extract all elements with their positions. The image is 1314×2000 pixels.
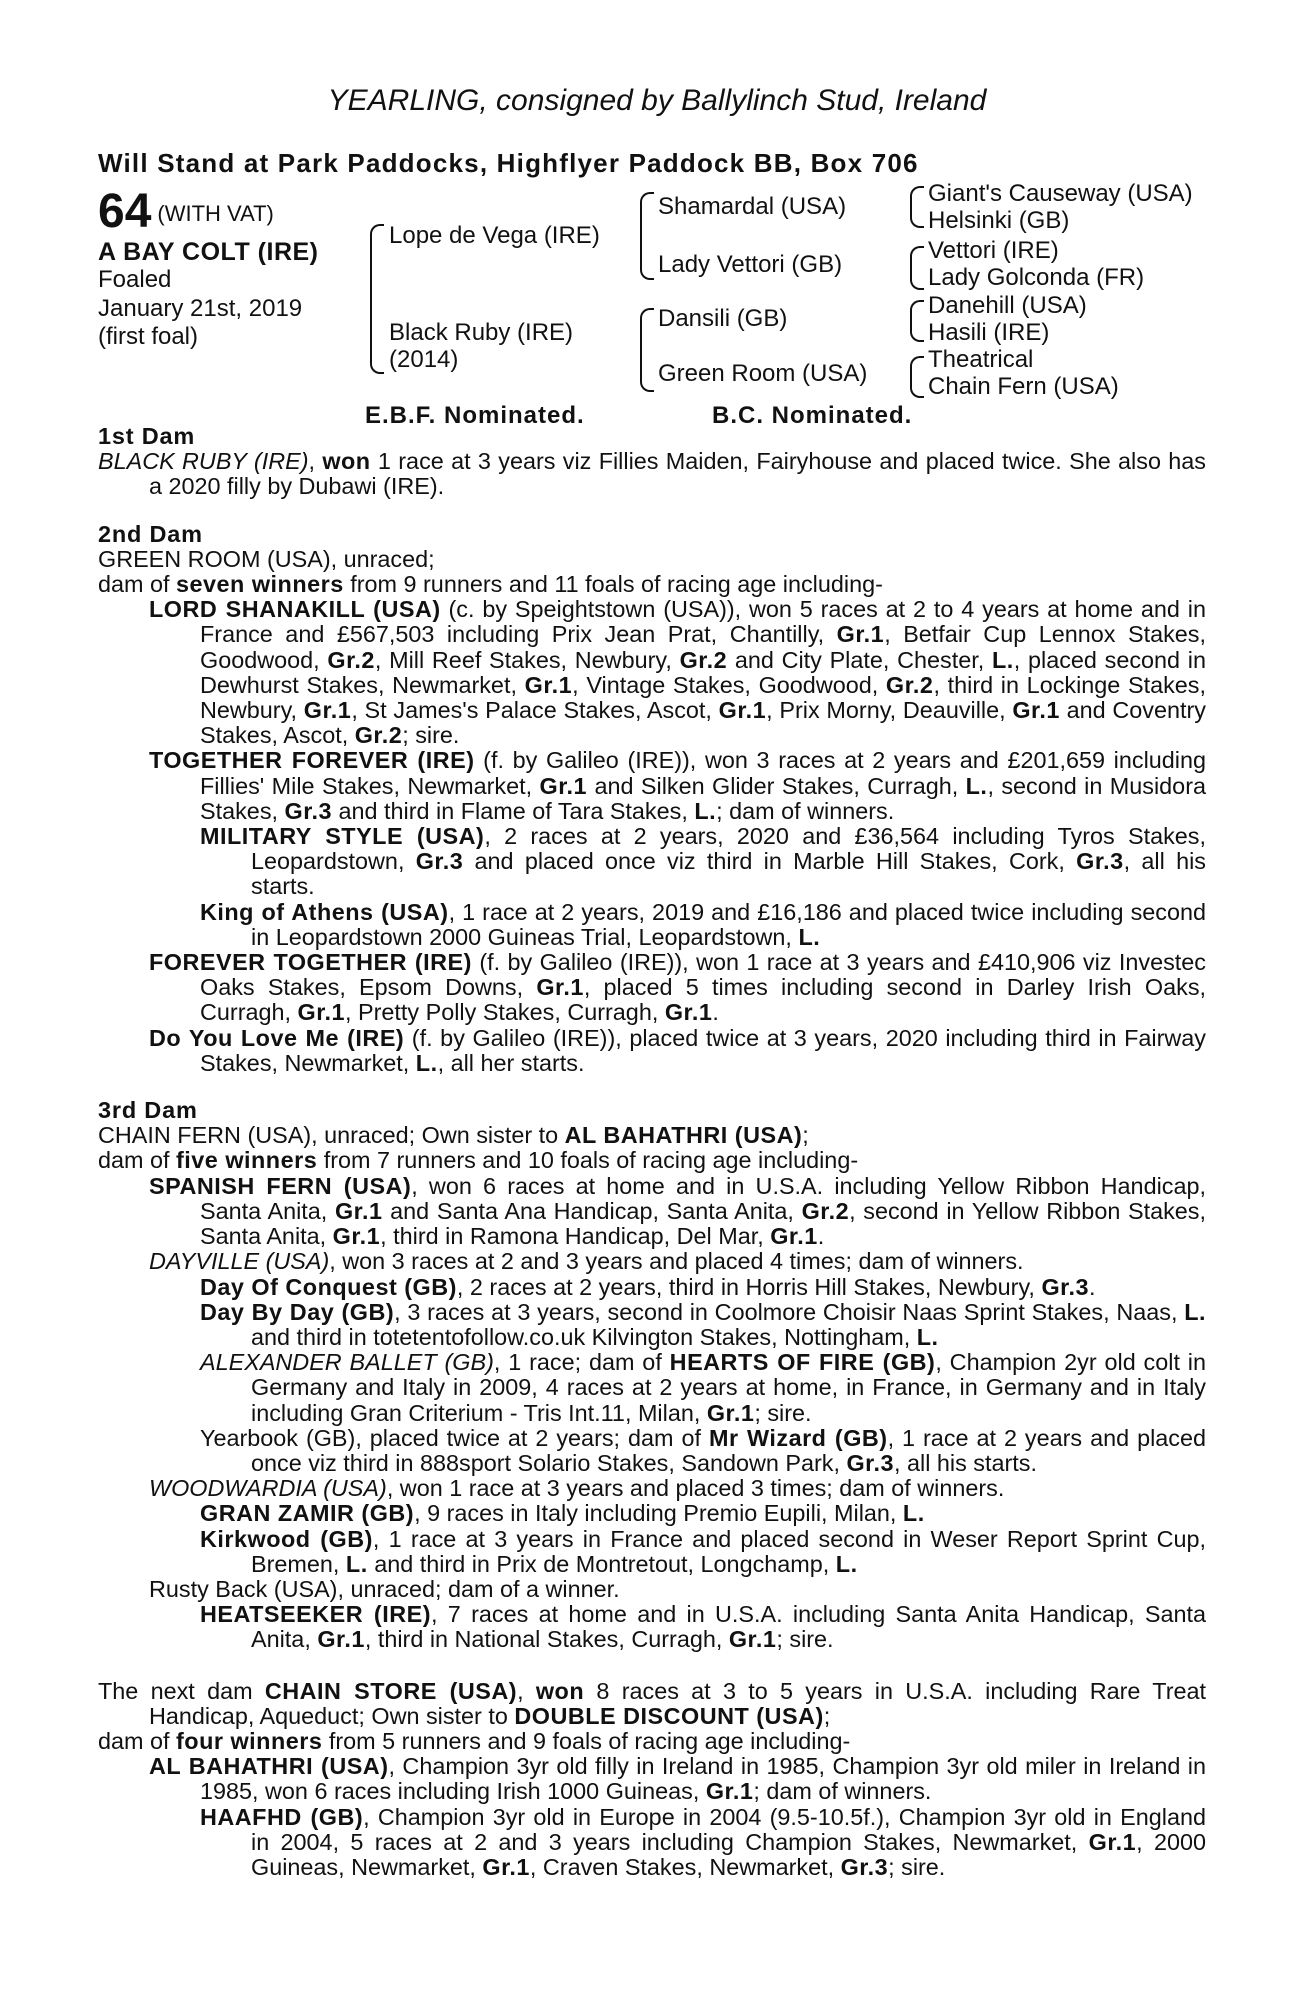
entry-text: , all her starts. [437, 1049, 585, 1076]
horse-name: HEARTS OF FIRE (GB) [669, 1349, 936, 1376]
bc-nominated: B.C. Nominated. [712, 402, 913, 429]
progeny-entry [98, 1476, 1206, 1501]
grade: Gr.1 [539, 772, 588, 799]
entry-text: . [1088, 1273, 1096, 1300]
grade: Gr.1 [706, 1399, 755, 1426]
pedigree-bracket-dam [640, 308, 654, 392]
pedigree-dam-dam: Green Room (USA) [658, 360, 868, 387]
third-dam-heading: 3rd Dam [98, 1097, 198, 1124]
progeny-entry [98, 1350, 1206, 1426]
won-label: won [535, 1677, 585, 1704]
horse-name: MILITARY STYLE (USA) [200, 823, 485, 850]
progeny-entry [98, 1026, 1206, 1076]
horse-name: WOODWARDIA (USA) [149, 1475, 387, 1502]
grade: L. [965, 772, 988, 799]
grade: Gr.3 [284, 797, 333, 824]
pedigree-ssd: Helsinki (GB) [928, 207, 1070, 234]
entry-text: , all his starts. [251, 848, 1206, 900]
entry-text: 1 race at 3 years viz Fillies Maiden, Fairyhouse and placed twice. She also has a 2020 filly by Dubawi (IRE). [149, 448, 1206, 500]
lot-name: A BAY COLT (IRE) [98, 238, 319, 266]
dam-name: BLACK RUBY (IRE) [98, 448, 309, 475]
pedigree-sds: Vettori (IRE) [928, 237, 1059, 264]
first-dam-heading: 1st Dam [98, 423, 196, 449]
pedigree-bracket-sd [910, 246, 924, 290]
pedigree-sss: Giant's Causeway (USA) [928, 180, 1193, 207]
grade: Gr.2 [801, 1197, 850, 1224]
pedigree-bracket-dd [910, 356, 924, 398]
entry-text: , won 3 races at 2 and 3 years and placed 4 times; dam of winners. [329, 1248, 1024, 1275]
entry-text: , placed second in Dewhurst Stakes, Newmarket, [200, 646, 1207, 698]
entry-text: (c. by Speightstown (USA)), won 5 races at 2 to 4 years at home and in France and £567,503 including Prix Jean Prat, Chantilly, [200, 596, 1206, 648]
entry-text: , all his starts. [894, 1449, 1037, 1476]
entry-text: , Pretty Polly Stakes, Curragh, [345, 999, 665, 1026]
catalogue-body [98, 424, 1206, 1880]
grade: Gr.1 [317, 1626, 365, 1653]
entry-text: . [817, 1223, 825, 1250]
entry-text: , won 1 race at 3 years and placed 3 times; dam of winners. [386, 1475, 1005, 1502]
horse-name: LORD SHANAKILL (USA) [149, 596, 441, 623]
entry-text: CHAIN FERN (USA), unraced; Own sister to [98, 1122, 565, 1149]
progeny-entry [98, 1249, 1206, 1274]
entry-text: and third in totetentofollow.co.uk Kilvington Stakes, Nottingham, [251, 1323, 917, 1350]
entry-text: , Mill Reef Stakes, Newbury, [374, 646, 680, 673]
progeny-entry [98, 1426, 1206, 1476]
entry-text: , 2 races at 2 years, 2020 and £36,564 including Tyros Stakes, Leopardstown, [251, 823, 1206, 875]
horse-name: GRAN ZAMIR (GB) [200, 1500, 415, 1527]
pedigree-bracket-sire [640, 192, 654, 280]
progeny-entry: Rusty Back (USA), unraced; dam of a winner. [149, 1575, 620, 1602]
grade: Gr.2 [354, 722, 403, 749]
entry-text: , placed 5 times including second in Darley Irish Oaks, Curragh, [200, 974, 1207, 1026]
entry-text: and Coventry Stakes, Ascot, [200, 697, 1206, 749]
entry-text: ; sire. [754, 1399, 812, 1426]
second-dam-line: GREEN ROOM (USA), unraced; [98, 545, 435, 572]
entry-text: , [517, 1677, 536, 1704]
horse-name: AL BAHATHRI (USA) [564, 1122, 803, 1149]
entry-text: dam of [98, 571, 177, 598]
progeny-entry [98, 748, 1206, 824]
grade: Gr.2 [885, 671, 934, 698]
grade: Gr.3 [415, 848, 464, 875]
entry-text: (f. by Galileo (IRE)), won 3 races at 2 years and £201,659 including Fillies' Mile Stakes, Newmarket, [200, 747, 1206, 799]
progeny-entry [98, 900, 1206, 950]
pedigree-dds: Theatrical [928, 346, 1034, 373]
horse-name: HEATSEEKER (IRE) [200, 1601, 431, 1628]
horse-name: SPANISH FERN (USA) [149, 1172, 412, 1199]
entry-text: , 7 races at home and in U.S.A. including Santa Anita Handicap, Santa Anita, [251, 1601, 1206, 1653]
entry-text: , 1 race at 2 years and placed once viz third in 888sport Solario Stakes, Sandown Park, [251, 1424, 1206, 1476]
entry-text: , 1 race at 3 years in France and placed second in Weser Report Sprint Cup, Bremen, [251, 1525, 1206, 1577]
entry-text: , second in Musidora Stakes, [200, 772, 1206, 824]
vat-note: (WITH VAT) [157, 201, 274, 227]
grade: Gr.1 [297, 999, 346, 1026]
horse-name: ALEXANDER BALLET (GB) [200, 1349, 494, 1376]
entry-text: . [712, 999, 719, 1026]
ebf-nominated: E.B.F. Nominated. [365, 402, 585, 429]
entry-text: , third in Ramona Handicap, Del Mar, [380, 1223, 771, 1250]
third-dam-line [98, 1123, 1206, 1148]
pedigree-sire: Lope de Vega (IRE) [389, 222, 600, 249]
progeny-entry [98, 1300, 1206, 1350]
grade: L. [798, 923, 821, 950]
horse-name: Kirkwood (GB) [200, 1525, 373, 1552]
grade: L. [694, 797, 717, 824]
grade: L. [916, 1323, 939, 1350]
grade: Gr.1 [836, 621, 885, 648]
entry-text: Yearbook (GB), placed twice at 2 years; dam of [200, 1424, 709, 1451]
entry-text: , Champion 2yr old colt in Germany and Italy in 2009, 4 races at 2 years at home, in France, in Germany and in Italy including Gran Criterium - Tris Int.11, Milan, [251, 1349, 1207, 1426]
pedigree-dss: Danehill (USA) [928, 292, 1087, 319]
progeny-entry [98, 597, 1206, 748]
pedigree-dsd: Hasili (IRE) [928, 319, 1050, 346]
entry-text: , 1 race; dam of [493, 1349, 670, 1376]
entry-text: , Vintage Stakes, Goodwood, [572, 671, 886, 698]
entry-text: and Santa Ana Handicap, Santa Anita, [382, 1197, 802, 1224]
pedigree-dam-sire: Dansili (GB) [658, 305, 788, 332]
entry-text: , Craven Stakes, Newmarket, [529, 1853, 841, 1880]
pedigree-bracket-ds [910, 300, 924, 342]
lot-number-value: 64 [98, 185, 152, 238]
grade: L. [835, 1550, 858, 1577]
won-label: won [322, 448, 371, 475]
entry-text: , 2 races at 2 years, third in Horris Hill Stakes, Newbury, [456, 1273, 1042, 1300]
entry-text: , Champion 3yr old filly in Ireland in 1985, Champion 3yr old miler in Ireland in 1985, won 6 races including Irish 1000 Guineas, [200, 1753, 1207, 1805]
grade: Gr.3 [846, 1449, 894, 1476]
entry-text: , 9 races in Italy including Premio Eupili, Milan, [414, 1500, 903, 1527]
grade: Gr.1 [303, 697, 352, 724]
grade: L. [902, 1500, 925, 1527]
entry-text: ; sire. [402, 722, 460, 749]
catalogue-heading: YEARLING, consigned by Ballylinch Stud, Ireland [327, 84, 987, 117]
entry-text: , second in Yellow Ribbon Stakes, Santa Anita, [200, 1197, 1207, 1250]
grade: L. [415, 1049, 438, 1076]
foal-note: (first foal) [98, 323, 199, 350]
entry-text: dam of [98, 1727, 177, 1754]
entry-text: and placed once viz third in Marble Hill Stakes, Cork, [463, 848, 1077, 875]
entry-text: ; [802, 1122, 809, 1149]
second-dam-heading: 2nd Dam [98, 520, 203, 547]
foaled-date: January 21st, 2019 [98, 295, 303, 322]
entry-text: and City Plate, Chester, [727, 646, 992, 673]
pedigree-sire-sire: Shamardal (USA) [658, 193, 847, 220]
entry-text: The next dam [98, 1677, 265, 1704]
entry-text: ; [823, 1702, 831, 1729]
progeny-entry [98, 950, 1206, 1026]
horse-name: TOGETHER FOREVER (IRE) [149, 747, 475, 774]
grade: Gr.1 [536, 974, 584, 1001]
entry-text: , third in Lockinge Stakes, Newbury, [200, 671, 1207, 724]
horse-name: FOREVER TOGETHER (IRE) [149, 949, 472, 976]
grade: Gr.1 [728, 1626, 777, 1653]
pedigree-sdd: Lady Golconda (FR) [928, 264, 1145, 291]
winners-count: seven winners [176, 571, 344, 598]
progeny-entry [98, 1805, 1206, 1881]
horse-name: Day By Day (GB) [200, 1298, 395, 1325]
progeny-entry [98, 1527, 1206, 1577]
grade: Gr.3 [1076, 848, 1124, 875]
grade: Gr.1 [664, 999, 713, 1026]
entry-text: ; dam of winners. [753, 1778, 932, 1805]
horse-name: Mr Wizard (GB) [708, 1424, 888, 1451]
grade: Gr.3 [840, 1853, 889, 1880]
horse-name: HAAFHD (GB) [200, 1803, 364, 1830]
entry-text: ; sire. [776, 1626, 834, 1653]
grade: Gr.1 [1088, 1828, 1137, 1855]
third-dam-summary [98, 1148, 1206, 1173]
entry-text: ; sire. [888, 1853, 946, 1880]
entry-text: , 3 races at 3 years, second in Coolmore Choisir Naas Sprint Stakes, Naas, [394, 1298, 1185, 1325]
entry-text: , 2000 Guineas, Newmarket, [251, 1828, 1206, 1880]
first-dam-entry: BLACK RUBY (IRE), won 1 race at 3 years viz Fillies Maiden, Fairyhouse and placed twice. She also has a 2020 filly by Dubawi (IRE). [98, 448, 1206, 500]
entry-text: from 9 runners and 11 foals of racing age including- [343, 571, 883, 598]
entry-text: (f. by Galileo (IRE)), won 1 race at 3 years and £410,906 viz Investec Oaks Stakes, Epsom Downs, [200, 949, 1206, 1001]
progeny-entry [98, 1602, 1206, 1652]
entry-text: and Silken Glider Stakes, Curragh, [587, 772, 966, 799]
pedigree-dam: Black Ruby (IRE) [389, 319, 574, 346]
progeny-entry [98, 824, 1206, 900]
grade: Gr.1 [1012, 697, 1060, 724]
entry-text: (f. by Galileo (IRE)), placed twice at 3 years, 2020 including third in Fairway Stakes, Newmarket, [200, 1024, 1206, 1076]
grade: L. [345, 1550, 368, 1577]
entry-text: and third in Prix de Montretout, Longchamp, [367, 1550, 836, 1577]
entry-text: , 1 race at 2 years, 2019 and £16,186 and placed twice including second in Leopardstown 2000 Guineas Trial, Leopardstown, [251, 898, 1206, 950]
winners-count: four winners [176, 1727, 323, 1754]
horse-name: CHAIN STORE (USA) [264, 1677, 518, 1704]
lot-number [98, 185, 274, 238]
entry-text: , third in National Stakes, Curragh, [364, 1626, 729, 1653]
horse-name: King of Athens (USA) [200, 898, 449, 925]
progeny-entry [98, 1174, 1206, 1250]
grade: Gr.2 [327, 646, 375, 673]
grade: Gr.3 [1041, 1273, 1089, 1300]
horse-name: DOUBLE DISCOUNT (USA) [514, 1702, 824, 1729]
pedigree-bracket-ss [910, 186, 924, 228]
grade: Gr.1 [524, 671, 573, 698]
winners-count: five winners [176, 1147, 318, 1174]
grade: L. [991, 646, 1014, 673]
grade: Gr.1 [332, 1223, 381, 1250]
progeny-entry [98, 1275, 1206, 1300]
grade: Gr.1 [482, 1853, 530, 1880]
entry-text: and third in Flame of Tara Stakes, [332, 797, 695, 824]
entry-text: , Betfair Cup Lennox Stakes, Goodwood, [200, 621, 1206, 673]
foaled-label: Foaled [98, 266, 172, 293]
entry-text: from 5 runners and 9 foals of racing age including- [322, 1727, 851, 1754]
spacer [98, 1653, 1206, 1679]
grade: L. [1184, 1298, 1206, 1325]
entry-text: , Prix Morny, Deauville, [766, 697, 1013, 724]
progeny-entry [98, 1501, 1206, 1526]
grade: Gr.1 [770, 1223, 818, 1250]
entry-text: , St James's Palace Stakes, Ascot, [351, 697, 719, 724]
entry-text: 8 races at 3 to 5 years in U.S.A. including Rare Treat Handicap, Aqueduct; Own sister to [149, 1677, 1206, 1729]
second-dam-summary [98, 572, 1206, 597]
entry-text: , won 6 races at home and in U.S.A. including Yellow Ribbon Handicap, Santa Anita, [200, 1172, 1206, 1224]
grade: Gr.1 [705, 1778, 754, 1805]
pedigree-sire-dam: Lady Vettori (GB) [658, 251, 843, 278]
entry-text: from 7 runners and 10 foals of racing age including- [317, 1147, 859, 1174]
horse-name: Do You Love Me (IRE) [149, 1024, 405, 1051]
stand-location: Will Stand at Park Paddocks, Highflyer Paddock BB, Box 706 [98, 148, 919, 178]
horse-name: AL BAHATHRI (USA) [149, 1753, 389, 1780]
grade: Gr.2 [679, 646, 728, 673]
pedigree-dam-year: (2014) [389, 346, 459, 373]
pedigree-ddd: Chain Fern (USA) [928, 373, 1119, 400]
next-dam-summary [98, 1729, 1206, 1754]
horse-name: Day Of Conquest (GB) [200, 1273, 457, 1300]
entry-text: dam of [98, 1147, 177, 1174]
pedigree-bracket-main [370, 224, 384, 374]
entry-text: ; dam of winners. [716, 797, 895, 824]
grade: Gr.1 [334, 1197, 383, 1224]
grade: Gr.1 [718, 697, 767, 724]
entry-text: , Champion 3yr old in Europe in 2004 (9.5-10.5f.), Champion 3yr old in England in 2004, 5 races at 2 and 3 years including Champion Stakes, Newmarket, [251, 1803, 1206, 1855]
progeny-entry [98, 1754, 1206, 1804]
horse-name: DAYVILLE (USA) [149, 1248, 330, 1275]
next-dam-line [98, 1679, 1206, 1729]
